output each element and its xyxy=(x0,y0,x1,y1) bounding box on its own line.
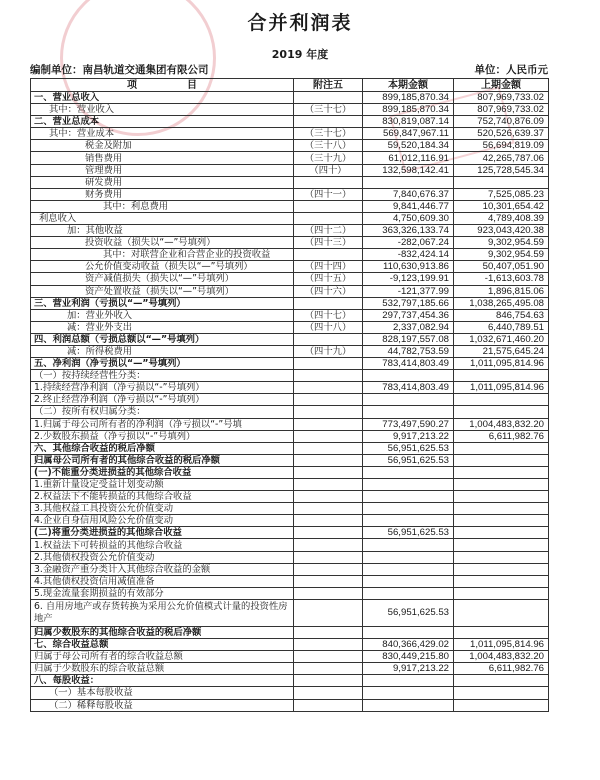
row-item-label: 1.归属于母公司所有者的净利润（净亏损以“-”号填 xyxy=(31,418,294,430)
row-prior-amount: 56,694,819.09 xyxy=(454,140,549,152)
row-item-label: 资产减值损失（损失以“—”号填列） xyxy=(31,273,294,285)
row-current-amount: 44,782,753.59 xyxy=(363,345,454,357)
row-note-ref xyxy=(294,454,363,466)
column-header-prior: 上期金额 xyxy=(454,79,549,92)
row-prior-amount: 1,038,265,495.08 xyxy=(454,297,549,309)
row-prior-amount xyxy=(454,675,549,687)
row-item-label: 2.少数股东损益（净亏损以“-”号填列） xyxy=(31,430,294,442)
row-item-label: 6. 自用房地产或存货转换为采用公允价值模式计量的投资性房地产 xyxy=(31,599,294,626)
report-title: 合并利润表 xyxy=(247,12,353,34)
row-current-amount: 783,414,803.49 xyxy=(363,358,454,370)
table-row xyxy=(31,599,549,626)
row-prior-amount: 752,740,876.09 xyxy=(454,116,549,128)
row-current-amount: 830,819,087.14 xyxy=(363,116,454,128)
row-prior-amount: 520,526,639.37 xyxy=(454,128,549,140)
table-row xyxy=(31,92,549,104)
row-item-label: (二)将重分类进损益的其他综合收益 xyxy=(31,527,294,539)
row-item-label: （一）按持续经营性分类： xyxy=(31,370,294,382)
row-item-label: 其中：营业收入 xyxy=(31,104,294,116)
row-current-amount: 56,951,625.53 xyxy=(363,442,454,454)
table-row xyxy=(31,297,549,309)
table-row xyxy=(31,491,549,503)
row-current-amount: -121,377.99 xyxy=(363,285,454,297)
table-body xyxy=(31,92,549,712)
row-current-amount: 4,750,609.30 xyxy=(363,212,454,224)
row-item-label: 加：其他收益 xyxy=(31,225,294,237)
row-prior-amount: 7,525,085.23 xyxy=(454,188,549,200)
row-item-label: 5.现金流量套期损益的有效部分 xyxy=(31,587,294,599)
row-prior-amount: 9,302,954.59 xyxy=(454,237,549,249)
row-item-label: 四、利润总额（亏损总额以“—”号填列） xyxy=(31,333,294,345)
row-note-ref xyxy=(294,297,363,309)
row-current-amount: 532,797,185.66 xyxy=(363,297,454,309)
table-row xyxy=(31,382,549,394)
row-prior-amount: 1,896,815.06 xyxy=(454,285,549,297)
table-row xyxy=(31,466,549,478)
row-prior-amount: 846,754.63 xyxy=(454,309,549,321)
row-note-ref xyxy=(294,675,363,687)
table-row xyxy=(31,249,549,261)
row-prior-amount: 1,011,095,814.96 xyxy=(454,639,549,651)
row-note-ref: （四十四） xyxy=(294,261,363,273)
row-prior-amount xyxy=(454,479,549,491)
row-note-ref xyxy=(294,333,363,345)
table-row xyxy=(31,639,549,651)
row-current-amount: 297,737,454.36 xyxy=(363,309,454,321)
row-current-amount: 840,366,429.02 xyxy=(363,639,454,651)
column-header-item: 项 目 xyxy=(31,79,294,92)
row-current-amount: 2,337,082.94 xyxy=(363,321,454,333)
row-note-ref xyxy=(294,394,363,406)
row-note-ref xyxy=(294,575,363,587)
row-current-amount xyxy=(363,479,454,491)
table-row xyxy=(31,527,549,539)
row-current-amount: -282,067.24 xyxy=(363,237,454,249)
table-row xyxy=(31,687,549,699)
row-note-ref xyxy=(294,200,363,212)
table-row xyxy=(31,273,549,285)
row-current-amount: 110,630,913.86 xyxy=(363,261,454,273)
row-current-amount: 783,414,803.49 xyxy=(363,382,454,394)
row-prior-amount: 1,032,671,460.20 xyxy=(454,333,549,345)
row-note-ref xyxy=(294,116,363,128)
row-note-ref xyxy=(294,491,363,503)
row-current-amount: 9,917,213.22 xyxy=(363,663,454,675)
row-note-ref: （三十八） xyxy=(294,140,363,152)
row-prior-amount xyxy=(454,442,549,454)
table-row xyxy=(31,152,549,164)
row-item-label: 七、综合收益总额 xyxy=(31,639,294,651)
row-current-amount: 61,012,116.91 xyxy=(363,152,454,164)
row-current-amount xyxy=(363,575,454,587)
row-item-label: （一）基本每股收益 xyxy=(31,687,294,699)
row-note-ref xyxy=(294,563,363,575)
row-item-label: 财务费用 xyxy=(31,188,294,200)
row-prior-amount: 21,575,645.24 xyxy=(454,345,549,357)
table-row xyxy=(31,406,549,418)
table-row xyxy=(31,418,549,430)
row-prior-amount xyxy=(454,587,549,599)
currency-unit: 单位：人民币元 xyxy=(474,64,548,76)
table-row xyxy=(31,200,549,212)
row-item-label: 研发费用 xyxy=(31,176,294,188)
row-current-amount: 56,951,625.53 xyxy=(363,454,454,466)
row-current-amount xyxy=(363,687,454,699)
row-item-label: 归属于母公司所有者的综合收益总额 xyxy=(31,651,294,663)
row-item-label: 归属少数股东的其他综合收益的税后净额 xyxy=(31,626,294,638)
row-note-ref xyxy=(294,466,363,478)
row-item-label: 其中：对联营企业和合营企业的投资收益 xyxy=(31,249,294,261)
row-note-ref xyxy=(294,587,363,599)
row-note-ref xyxy=(294,358,363,370)
table-row xyxy=(31,285,549,297)
row-note-ref xyxy=(294,687,363,699)
table-row xyxy=(31,237,549,249)
row-note-ref: （四十五） xyxy=(294,273,363,285)
table-row xyxy=(31,563,549,575)
table-row xyxy=(31,116,549,128)
row-note-ref xyxy=(294,515,363,527)
row-current-amount: 899,185,870.34 xyxy=(363,92,454,104)
row-note-ref: （三十七） xyxy=(294,104,363,116)
row-item-label: 2.终止经营净利润（净亏损以“-”号填列） xyxy=(31,394,294,406)
compiling-entity: 编制单位：南昌轨道交通集团有限公司 xyxy=(30,64,209,76)
row-current-amount: 59,520,184.34 xyxy=(363,140,454,152)
row-note-ref: （三十九） xyxy=(294,152,363,164)
row-current-amount xyxy=(363,675,454,687)
table-row xyxy=(31,261,549,273)
row-prior-amount xyxy=(454,406,549,418)
row-note-ref xyxy=(294,418,363,430)
row-note-ref: （四十九） xyxy=(294,345,363,357)
row-prior-amount xyxy=(454,527,549,539)
row-current-amount xyxy=(363,394,454,406)
column-header-current: 本期金额 xyxy=(363,79,454,92)
row-prior-amount: 125,728,545.34 xyxy=(454,164,549,176)
row-note-ref: （四十） xyxy=(294,164,363,176)
table-row xyxy=(31,358,549,370)
table-row xyxy=(31,551,549,563)
row-note-ref: （四十三） xyxy=(294,237,363,249)
table-row xyxy=(31,394,549,406)
row-item-label: （二）稀释每股收益 xyxy=(31,699,294,711)
row-prior-amount xyxy=(454,515,549,527)
row-current-amount: 56,951,625.53 xyxy=(363,599,454,626)
table-row xyxy=(31,539,549,551)
row-current-amount xyxy=(363,466,454,478)
row-prior-amount xyxy=(454,551,549,563)
row-item-label: 五、净利润（净亏损以“—”号填列） xyxy=(31,358,294,370)
row-note-ref: （四十二） xyxy=(294,225,363,237)
row-note-ref xyxy=(294,663,363,675)
row-note-ref xyxy=(294,430,363,442)
row-prior-amount xyxy=(454,626,549,638)
row-item-label: 归属于少数股东的综合收益总额 xyxy=(31,663,294,675)
row-item-label: 1.重新计量设定受益计划变动额 xyxy=(31,479,294,491)
row-item-label: 4.其他债权投资信用减值准备 xyxy=(31,575,294,587)
row-current-amount xyxy=(363,587,454,599)
row-current-amount xyxy=(363,515,454,527)
row-current-amount xyxy=(363,563,454,575)
row-prior-amount xyxy=(454,394,549,406)
row-item-label: 销售费用 xyxy=(31,152,294,164)
row-item-label: 减：所得税费用 xyxy=(31,345,294,357)
row-item-label: 二、营业总成本 xyxy=(31,116,294,128)
row-prior-amount: 50,407,051.90 xyxy=(454,261,549,273)
row-current-amount xyxy=(363,176,454,188)
row-current-amount xyxy=(363,370,454,382)
table-row xyxy=(31,321,549,333)
row-note-ref xyxy=(294,212,363,224)
row-prior-amount: 1,011,095,814.96 xyxy=(454,382,549,394)
row-item-label: 公允价值变动收益（损失以“—”号填列） xyxy=(31,261,294,273)
row-prior-amount xyxy=(454,563,549,575)
row-prior-amount: 6,611,982.76 xyxy=(454,430,549,442)
row-prior-amount: 6,440,789.51 xyxy=(454,321,549,333)
row-prior-amount: 807,969,733.02 xyxy=(454,92,549,104)
row-current-amount: 7,840,676.37 xyxy=(363,188,454,200)
row-prior-amount xyxy=(454,370,549,382)
row-item-label: 2.权益法下不能转损益的其他综合收益 xyxy=(31,491,294,503)
row-note-ref xyxy=(294,626,363,638)
row-note-ref xyxy=(294,442,363,454)
table-row xyxy=(31,164,549,176)
row-item-label: 其中：利息费用 xyxy=(31,200,294,212)
row-note-ref xyxy=(294,382,363,394)
row-current-amount: -832,424.14 xyxy=(363,249,454,261)
row-note-ref: （三十七） xyxy=(294,128,363,140)
row-item-label: 利息收入 xyxy=(31,212,294,224)
row-item-label: 3.金融资产重分类计入其他综合收益的金额 xyxy=(31,563,294,575)
row-current-amount: 828,197,557.08 xyxy=(363,333,454,345)
row-prior-amount: 9,302,954.59 xyxy=(454,249,549,261)
row-current-amount: 773,497,590.27 xyxy=(363,418,454,430)
table-row xyxy=(31,503,549,515)
row-current-amount xyxy=(363,551,454,563)
row-current-amount: 569,847,967.11 xyxy=(363,128,454,140)
row-note-ref xyxy=(294,479,363,491)
row-current-amount: 363,326,133.74 xyxy=(363,225,454,237)
row-current-amount: 9,917,213.22 xyxy=(363,430,454,442)
row-note-ref xyxy=(294,651,363,663)
row-note-ref: （四十六） xyxy=(294,285,363,297)
table-row xyxy=(31,675,549,687)
table-row xyxy=(31,128,549,140)
row-prior-amount: 4,789,408.39 xyxy=(454,212,549,224)
row-current-amount xyxy=(363,699,454,711)
row-item-label: 加：营业外收入 xyxy=(31,309,294,321)
row-note-ref: （四十七） xyxy=(294,309,363,321)
table-row xyxy=(31,454,549,466)
row-note-ref xyxy=(294,406,363,418)
table-row xyxy=(31,575,549,587)
table-row xyxy=(31,587,549,599)
table-row xyxy=(31,104,549,116)
row-note-ref xyxy=(294,551,363,563)
row-item-label: （二）按所有权归属分类： xyxy=(31,406,294,418)
row-prior-amount xyxy=(454,503,549,515)
row-note-ref xyxy=(294,699,363,711)
row-prior-amount: 1,004,483,832.20 xyxy=(454,651,549,663)
table-row xyxy=(31,515,549,527)
table-row xyxy=(31,176,549,188)
table-header-row xyxy=(31,79,549,92)
row-prior-amount: 10,301,654.42 xyxy=(454,200,549,212)
table-row xyxy=(31,442,549,454)
row-item-label: 4.企业自身信用风险公允价值变动 xyxy=(31,515,294,527)
row-current-amount xyxy=(363,491,454,503)
row-item-label: 投资收益（损失以“—”号填列） xyxy=(31,237,294,249)
row-prior-amount xyxy=(454,599,549,626)
row-prior-amount: 1,004,483,832.20 xyxy=(454,418,549,430)
row-note-ref xyxy=(294,503,363,515)
row-prior-amount: 42,265,787.06 xyxy=(454,152,549,164)
row-item-label: 1.持续经营净利润（净亏损以“-”号填列） xyxy=(31,382,294,394)
row-item-label: 3.其他权益工具投资公允价值变动 xyxy=(31,503,294,515)
row-prior-amount xyxy=(454,176,549,188)
table-row xyxy=(31,309,549,321)
row-prior-amount: 807,969,733.02 xyxy=(454,104,549,116)
row-item-label: 1.权益法下可转损益的其他综合收益 xyxy=(31,539,294,551)
table-row xyxy=(31,212,549,224)
table-row xyxy=(31,188,549,200)
row-item-label: 八、每股收益： xyxy=(31,675,294,687)
row-prior-amount xyxy=(454,491,549,503)
table-row xyxy=(31,626,549,638)
table-row xyxy=(31,225,549,237)
row-note-ref xyxy=(294,249,363,261)
row-current-amount: -9,123,199.91 xyxy=(363,273,454,285)
row-item-label: 其中：营业成本 xyxy=(31,128,294,140)
row-note-ref xyxy=(294,639,363,651)
row-prior-amount: -1,613,603.78 xyxy=(454,273,549,285)
row-note-ref xyxy=(294,539,363,551)
row-note-ref xyxy=(294,176,363,188)
table-row xyxy=(31,663,549,675)
row-item-label: (一)不能重分类进损益的其他综合收益 xyxy=(31,466,294,478)
row-prior-amount: 1,011,095,814.96 xyxy=(454,358,549,370)
row-note-ref xyxy=(294,527,363,539)
row-item-label: 减：营业外支出 xyxy=(31,321,294,333)
row-prior-amount: 923,043,420.38 xyxy=(454,225,549,237)
row-prior-amount xyxy=(454,539,549,551)
row-prior-amount xyxy=(454,575,549,587)
row-note-ref xyxy=(294,92,363,104)
row-prior-amount xyxy=(454,454,549,466)
row-note-ref: （四十八） xyxy=(294,321,363,333)
table-row xyxy=(31,699,549,711)
row-current-amount xyxy=(363,626,454,638)
table-row xyxy=(31,333,549,345)
table-row xyxy=(31,430,549,442)
column-header-note: 附注五 xyxy=(294,79,363,92)
row-prior-amount: 6,611,982.76 xyxy=(454,663,549,675)
table-row xyxy=(31,370,549,382)
row-current-amount xyxy=(363,539,454,551)
row-current-amount: 56,951,625.53 xyxy=(363,527,454,539)
table-row xyxy=(31,345,549,357)
row-current-amount: 9,841,446.77 xyxy=(363,200,454,212)
report-year: 2019 年度 xyxy=(271,48,329,61)
table-row xyxy=(31,651,549,663)
row-current-amount: 899,185,870.34 xyxy=(363,104,454,116)
income-statement-table xyxy=(30,78,549,712)
row-note-ref xyxy=(294,599,363,626)
row-item-label: 归属母公司所有者的其他综合收益的税后净额 xyxy=(31,454,294,466)
row-prior-amount xyxy=(454,466,549,478)
row-item-label: 三、营业利润（亏损以“—”号填列） xyxy=(31,297,294,309)
table-row xyxy=(31,140,549,152)
table-row xyxy=(31,479,549,491)
row-current-amount: 830,449,215.80 xyxy=(363,651,454,663)
row-item-label: 2.其他债权投资公允价值变动 xyxy=(31,551,294,563)
row-prior-amount xyxy=(454,687,549,699)
row-note-ref xyxy=(294,370,363,382)
row-current-amount: 132,598,142.41 xyxy=(363,164,454,176)
row-item-label: 税金及附加 xyxy=(31,140,294,152)
row-item-label: 六、其他综合收益的税后净额 xyxy=(31,442,294,454)
row-prior-amount xyxy=(454,699,549,711)
row-current-amount xyxy=(363,503,454,515)
row-item-label: 一、营业总收入 xyxy=(31,92,294,104)
row-item-label: 资产处置收益（损失以“—”号填列） xyxy=(31,285,294,297)
row-item-label: 管理费用 xyxy=(31,164,294,176)
row-note-ref: （四十一） xyxy=(294,188,363,200)
row-current-amount xyxy=(363,406,454,418)
